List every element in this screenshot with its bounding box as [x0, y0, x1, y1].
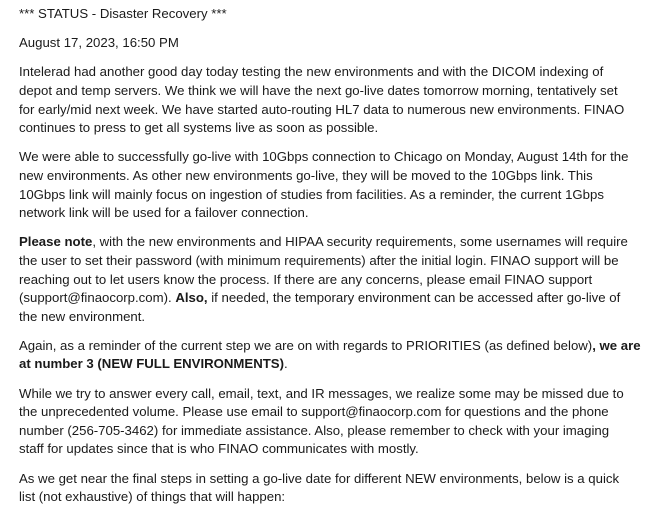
paragraph-priorities: [19, 337, 649, 374]
text-line: [19, 233, 649, 252]
emphasis-please-note: Please note: [19, 234, 93, 250]
text-line: the unprecedented volume. Please use email to support@finaocorp.com for questions and the phone: [19, 404, 609, 420]
text-span: , with the new environments and HIPAA security requirements, some usernames will require: [92, 234, 628, 250]
status-heading: *** STATUS - Disaster Recovery ***: [19, 6, 227, 21]
emphasis-also: Also,: [175, 290, 208, 306]
paragraph-testing-update: [19, 63, 649, 137]
text-line: Intelerad had another good day today testing the new environments and with the DICOM indexing of: [19, 64, 604, 80]
report-date: August 17, 2023, 16:50 PM: [19, 35, 179, 51]
text-line: While we try to answer every call, email, text, and IR messages, we realize some may be missed due to: [19, 385, 624, 401]
text-line: reaching out to let users know the process. If there are any concerns, please email FINAO support: [19, 271, 593, 287]
text-span: .: [283, 356, 288, 372]
text-span: if needed, the temporary environment can be accessed after go-live of: [207, 290, 621, 306]
text-line: [19, 355, 649, 374]
text-line: number (256-705-3462) for immediate assistance. Also, please remember to check with your imaging: [19, 422, 610, 438]
text-line: [19, 337, 649, 356]
text-line: [19, 289, 649, 308]
text-line: the new environment.: [19, 308, 146, 324]
text-line: As we get near the final steps in setting a go-live date for different NEW environments, below is a quick: [19, 470, 620, 486]
text-line: depot and temp servers. We think we will have the next go-live dates tomorrow morning, tentatively set: [19, 82, 618, 98]
emphasis-we-are: , we are: [592, 337, 641, 353]
text-span: (support@finaocorp.com).: [19, 290, 176, 306]
text-span: Again, as a reminder of the current step we are on with regards to PRIORITIES (as defined below): [19, 337, 593, 353]
text-line: continues to press to get all systems live as soon as possible.: [19, 120, 379, 136]
text-line: for early/mid next week. We have started auto-routing HL7 data to numerous new environments. FINAO: [19, 101, 625, 117]
paragraph-please-note: [19, 233, 649, 326]
text-line: list (not exhaustive) of things that will happen:: [19, 489, 286, 505]
text-line: new environments. As other new environments go-live, they will be moved to the 10Gbps link. This: [19, 167, 593, 183]
paragraph-contact: [19, 385, 649, 459]
document-body: [19, 0, 649, 507]
text-line: We were able to successfully go-live with 10Gbps connection to Chicago on Monday, August 14th for the: [19, 149, 629, 165]
text-line: the user to set their password (with minimum requirements) after the initial login. FINAO support will be: [19, 252, 619, 268]
emphasis-priority-step: at number 3 (NEW FULL ENVIRONMENTS): [19, 356, 284, 372]
text-line: staff for updates since that is who FINAO communicates with mostly.: [19, 441, 419, 457]
paragraph-next-steps: [19, 470, 649, 507]
text-line: network link will be used for a failover connection.: [19, 205, 309, 221]
text-line: 10Gbps link will mainly focus on ingestion of studies from facilities. As a reminder, the current 1Gbps: [19, 186, 604, 202]
paragraph-network-link: [19, 148, 649, 222]
